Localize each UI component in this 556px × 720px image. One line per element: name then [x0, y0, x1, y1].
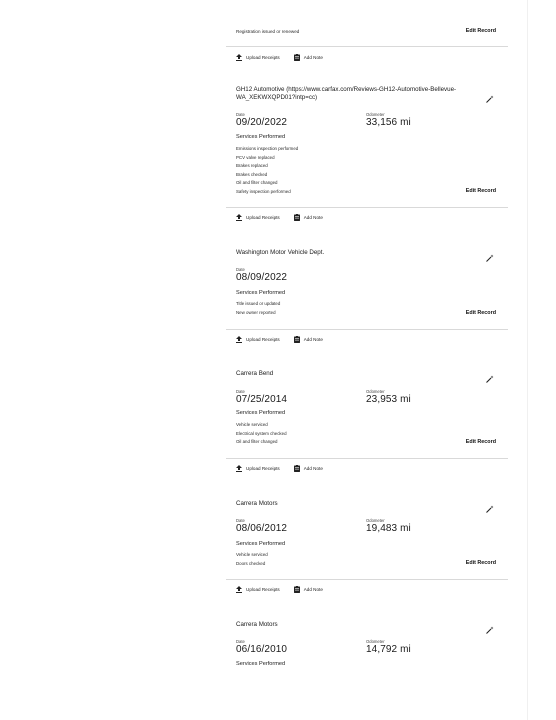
date-label: Date [236, 639, 245, 644]
record-title: Carrera Motors [236, 500, 278, 507]
service-item: Title issued or updated [236, 301, 281, 306]
note-icon [294, 465, 300, 472]
odometer-value: 23,953 mi [366, 394, 411, 405]
date-label: Date [236, 112, 245, 117]
record-title: Carrera Motors [236, 621, 278, 628]
date-label: Date [236, 389, 245, 394]
scroll-edge [527, 0, 528, 720]
services-list [236, 551, 268, 568]
service-item: Safety inspection performed [236, 188, 291, 194]
record-actions [236, 336, 323, 343]
magic-wand-icon[interactable] [486, 370, 494, 388]
edit-record-link[interactable]: Edit Record [465, 188, 496, 194]
date-field [236, 267, 287, 284]
edit-record-link[interactable]: Edit Record [465, 310, 496, 316]
services-heading: Services Performed [236, 290, 286, 296]
date-value: 09/20/2022 [236, 117, 288, 128]
odometer-field [366, 518, 411, 535]
add-note-label: Add Note [303, 337, 323, 342]
upload-icon [236, 336, 242, 343]
service-item: Brakes replaced [236, 163, 268, 169]
edit-record-link[interactable]: Edit Record [465, 560, 496, 566]
date-value: 06/16/2010 [236, 644, 288, 655]
record-actions [236, 465, 323, 472]
upload-receipts-label: Upload Receipts [246, 55, 280, 60]
magic-wand-icon[interactable] [486, 249, 494, 267]
service-item: New owner reported [236, 309, 276, 315]
add-note-label: Add Note [303, 55, 323, 60]
record-title: Carrera Bend [236, 370, 274, 377]
odometer-label: Odometer [366, 518, 385, 523]
upload-icon [236, 586, 242, 593]
service-item: Oil and filter changed [236, 439, 278, 445]
magic-wand-icon[interactable] [486, 621, 494, 639]
divider [226, 458, 508, 459]
date-label: Date [236, 518, 245, 523]
record-actions [236, 586, 323, 593]
service-item: Vehicle serviced [236, 552, 268, 557]
date-value: 08/09/2022 [236, 272, 288, 283]
upload-receipts-button[interactable] [236, 465, 280, 472]
add-note-button[interactable] [294, 465, 323, 472]
services-list [236, 300, 280, 317]
service-item: Emissions inspection performed [236, 146, 299, 151]
upload-icon [236, 465, 242, 472]
add-note-button[interactable] [294, 336, 323, 343]
service-item: Vehicle serviced [236, 422, 268, 427]
service-item: Doors checked [236, 560, 266, 566]
divider [226, 579, 508, 580]
odometer-value: 14,792 mi [366, 644, 411, 655]
divider [226, 329, 508, 330]
divider [226, 46, 508, 47]
odometer-label: Odometer [366, 639, 385, 644]
service-item: Brakes checked [236, 171, 268, 177]
add-note-button[interactable] [294, 214, 323, 221]
add-note-button[interactable] [294, 54, 323, 61]
add-note-button[interactable] [294, 586, 323, 593]
services-heading: Services Performed [236, 410, 286, 416]
service-item: PCV valve replaced [236, 154, 275, 160]
odometer-value: 33,156 mi [366, 117, 411, 128]
date-field [236, 518, 287, 535]
odometer-field [366, 639, 411, 656]
upload-icon [236, 214, 242, 221]
divider [226, 207, 508, 208]
date-field [236, 389, 287, 406]
upload-receipts-label: Upload Receipts [246, 587, 280, 592]
add-note-label: Add Note [303, 215, 323, 220]
service-item: Oil and filter changed [236, 180, 278, 186]
services-heading: Services Performed [236, 134, 286, 140]
note-icon [294, 54, 300, 61]
upload-receipts-button[interactable] [236, 214, 280, 221]
date-label: Date [236, 267, 245, 272]
record-actions [236, 214, 323, 221]
note-icon [294, 586, 300, 593]
magic-wand-icon[interactable] [486, 500, 494, 518]
date-value: 08/06/2012 [236, 523, 288, 534]
odometer-field [366, 389, 411, 406]
edit-record-link[interactable]: Edit Record [465, 439, 496, 445]
upload-receipts-label: Upload Receipts [246, 466, 280, 471]
upload-icon [236, 54, 242, 61]
record-title: GH12 Automotive (https://www.carfax.com/Reviews-GH12-Automotive-Bellevue-WA_XEKWXQPD01?intp=cc) [236, 86, 457, 101]
vehicle-history-list [226, 0, 508, 720]
service-item: Electrical system checked [236, 430, 287, 436]
upload-receipts-button[interactable] [236, 336, 280, 343]
services-list [236, 421, 287, 447]
add-note-label: Add Note [303, 466, 323, 471]
record-actions [236, 54, 323, 61]
services-list [236, 145, 298, 197]
upload-receipts-button[interactable] [236, 586, 280, 593]
upload-receipts-label: Upload Receipts [246, 337, 280, 342]
odometer-label: Odometer [366, 389, 385, 394]
record-title: Washington Motor Vehicle Dept. [236, 249, 325, 256]
odometer-label: Odometer [366, 112, 385, 117]
magic-wand-icon[interactable] [486, 90, 494, 108]
date-value: 07/25/2014 [236, 394, 288, 405]
date-field [236, 112, 287, 129]
upload-receipts-label: Upload Receipts [246, 215, 280, 220]
edit-record-link[interactable]: Edit Record [465, 28, 496, 34]
upload-receipts-button[interactable] [236, 54, 280, 61]
odometer-value: 19,483 mi [366, 523, 411, 534]
date-field [236, 639, 287, 656]
note-icon [294, 336, 300, 343]
odometer-field [366, 112, 411, 129]
services-heading: Services Performed [236, 541, 286, 547]
service-item: Registration issued or renewed [236, 29, 300, 34]
note-icon [294, 214, 300, 221]
services-heading: Services Performed [236, 661, 286, 667]
add-note-label: Add Note [303, 587, 323, 592]
